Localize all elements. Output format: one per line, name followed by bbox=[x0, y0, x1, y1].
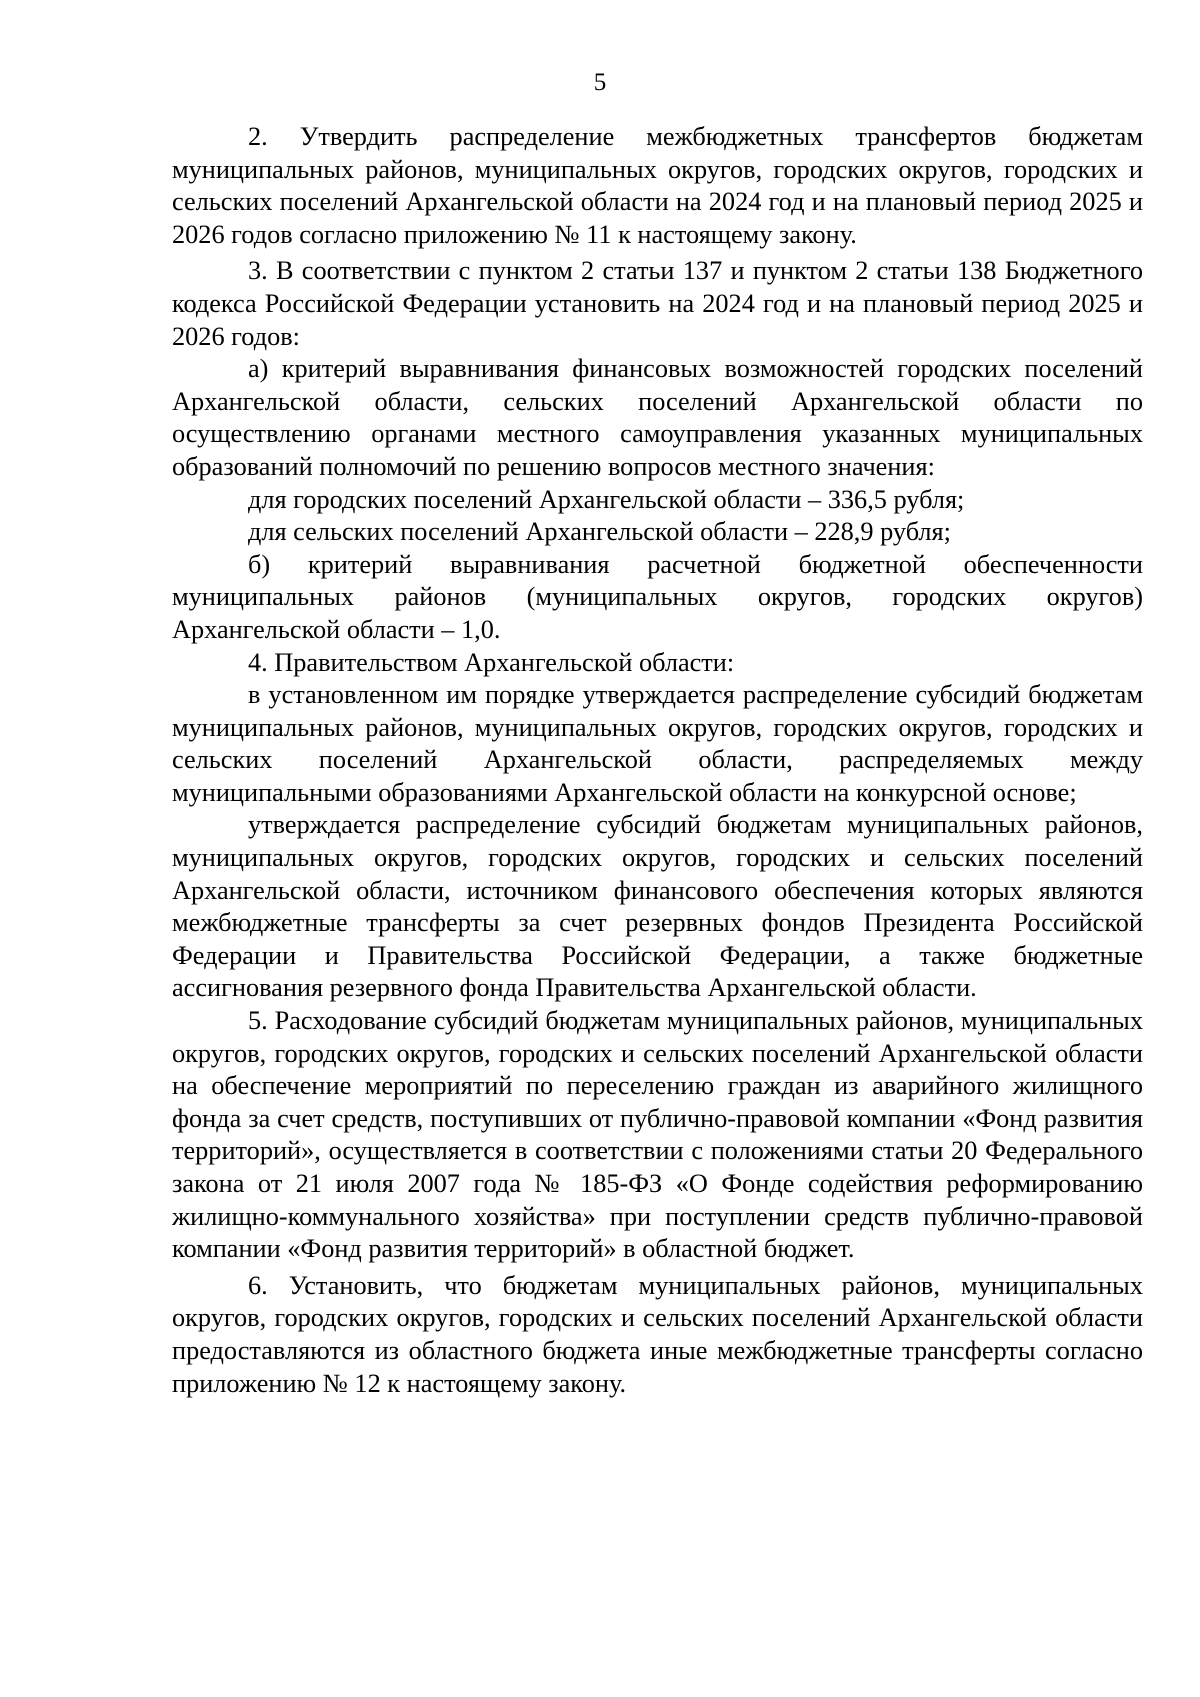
paragraph-4: 4. Правительством Архангельской области: bbox=[248, 647, 735, 677]
paragraph-4-second: утверждается распределение субсидий бюджетам муниципальных районов, муниципальных округов, городских округов, городских и сельских поселений Архангельской области, источником финансового обеспечения которых являются межбюджетные трансферты за счет резервных фондов Президента Российской Федерации и Правительства Российской Федерации, а также бюджетные ассигнования резервного фонда Правительства Архангельской области. bbox=[172, 810, 1143, 1003]
paragraph-6: 6. Установить, что бюджетам муниципальных районов, муниципальных округов, городских округов, городских и сельских поселений Архангельской области предоставляются из областного бюджета иные межбюджетные трансферты согласно приложению № 12 к настоящему закону. bbox=[172, 1270, 1143, 1398]
document-body bbox=[172, 117, 1143, 1400]
paragraph-3a: а) критерий выравнивания финансовых возможностей городских поселений Архангельской области, сельских поселений Архангельской области по осуществлению органами местного самоуправления указанных муниципальных образований полномочий по решению вопросов местного значения: bbox=[172, 354, 1143, 481]
page-number: 5 bbox=[593, 69, 607, 96]
paragraph-2: 2. Утвердить распределение межбюджетных трансфертов бюджетам муниципальных районов, муниципальных округов, городских округов, городских и сельских поселений Архангельской области на 2024 год и на плановый период 2025 и 2026 годов согласно приложению № 11 к настоящему закону. bbox=[172, 122, 1143, 249]
paragraph-3b: б) критерий выравнивания расчетной бюджетной обеспеченности муниципальных районов (муниципальных округов, городских округов) Архангельской области – 1,0. bbox=[172, 549, 1143, 644]
paragraph-4-first: в установленном им порядке утверждается распределение субсидий бюджетам муниципальных районов, муниципальных округов, городских округов, городских и сельских поселений Архангельской области, распределяемых между муниципальными образованиями Архангельской области на конкурсной основе; bbox=[172, 680, 1143, 807]
paragraph-3: 3. В соответствии с пунктом 2 статьи 137 и пунктом 2 статьи 138 Бюджетного кодекса Российской Федерации установить на 2024 год и на плановый период 2025 и 2026 годов: bbox=[172, 256, 1143, 351]
paragraph-3a-rural: для сельских поселений Архангельской области – 228,9 рубля; bbox=[248, 517, 951, 547]
paragraph-3a-urban: для городских поселений Архангельской области – 336,5 рубля; bbox=[248, 484, 965, 514]
paragraph-5: 5. Расходование субсидий бюджетам муниципальных районов, муниципальных округов, городских округов, городских и сельских поселений Архангельской области на обеспечение мероприятий по переселению граждан из аварийного жилищного фонда за счет средств, поступивших от публично-правовой компании «Фонд развития территорий», осуществляется в соответствии с положениями статьи 20 Федерального закона от 21 июля 2007 года № 185-ФЗ «О Фонде содействия реформированию жилищно-коммунального хозяйства» при поступлении средств публично-правовой компании «Фонд развития территорий» в областной бюджет. bbox=[172, 1006, 1143, 1264]
